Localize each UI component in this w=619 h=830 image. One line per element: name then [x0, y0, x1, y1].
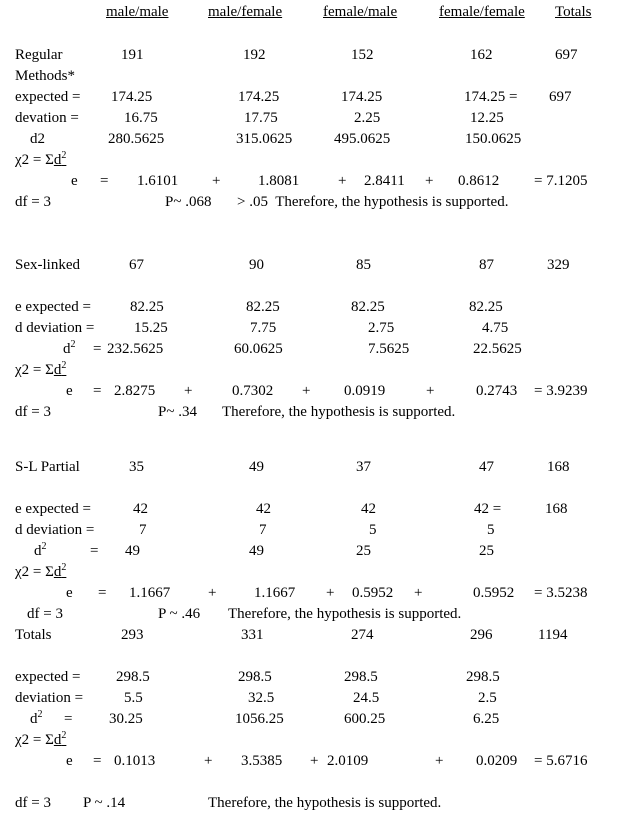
- regular-e-eq: =: [100, 173, 109, 189]
- slpartial-deviation: 5: [369, 522, 377, 538]
- slpartial-expected-label: e expected =: [15, 501, 91, 517]
- regular-label: Regular: [15, 47, 63, 63]
- regular-expected: 174.25: [238, 89, 280, 105]
- regular-conclusion: > .05 Therefore, the hypothesis is supported.: [237, 194, 509, 210]
- sexlinked-expected: 82.25: [246, 299, 280, 315]
- sexlinked-deviation: 2.75: [368, 320, 395, 336]
- sexlinked-e-value: 0.2743: [476, 383, 518, 399]
- slpartial-expected-total: 168: [545, 501, 568, 517]
- regular-obs: 191: [121, 47, 144, 63]
- regular-deviation: 17.75: [244, 110, 278, 126]
- header-male-male: male/male: [106, 4, 169, 20]
- slpartial-e-value: 1.1667: [254, 585, 296, 601]
- sexlinked-df: df = 3: [15, 404, 51, 420]
- regular-expected-label: expected =: [15, 89, 81, 105]
- sexlinked-obs: 87: [479, 257, 494, 273]
- sexlinked-plus: +: [302, 383, 311, 399]
- slpartial-d2: 25: [356, 543, 371, 559]
- slpartial-obs: 47: [479, 459, 494, 475]
- regular-deviation: 16.75: [124, 110, 158, 126]
- header-male-female: male/female: [208, 4, 283, 20]
- regular-expected-total: 697: [549, 89, 572, 105]
- totals-obs: 274: [351, 627, 374, 643]
- regular-obs: 152: [351, 47, 374, 63]
- sexlinked-conclusion: Therefore, the hypothesis is supported.: [222, 404, 456, 420]
- regular-expected: 174.25: [341, 89, 383, 105]
- totals-deviation: 5.5: [124, 690, 143, 706]
- slpartial-chi-formula: $\chi 2 = \Sigma d^2$: [15, 562, 67, 580]
- sexlinked-d2: 60.0625: [234, 341, 283, 357]
- slpartial-expected: 42: [133, 501, 148, 517]
- regular-e-total: = 7.1205: [534, 173, 588, 189]
- slpartial-d2-label: $d^2$: [34, 541, 47, 559]
- totals-e-eq: =: [93, 753, 102, 769]
- sexlinked-deviation: 15.25: [134, 320, 168, 336]
- regular-obs-total: 697: [555, 47, 578, 63]
- totals-e-value: 0.0209: [476, 753, 518, 769]
- slpartial-p-value: P ~ .46: [158, 606, 201, 622]
- regular-obs: 162: [470, 47, 493, 63]
- slpartial-plus: +: [208, 585, 217, 601]
- sexlinked-d2: 232.5625: [107, 341, 164, 357]
- totals-deviation: 24.5: [353, 690, 380, 706]
- totals-e-total: = 5.6716: [534, 753, 588, 769]
- slpartial-obs-total: 168: [547, 459, 570, 475]
- slpartial-e-eq: =: [98, 585, 107, 601]
- sexlinked-deviation: 4.75: [482, 320, 509, 336]
- totals-plus: +: [435, 753, 444, 769]
- regular-d2-label: d2: [30, 131, 45, 147]
- totals-e-value: 2.0109: [327, 753, 369, 769]
- totals-obs-total: 1194: [538, 627, 568, 643]
- sexlinked-deviation-label: d deviation =: [15, 320, 95, 336]
- regular-deviation: 2.25: [354, 110, 381, 126]
- sexlinked-d2: 22.5625: [473, 341, 522, 357]
- totals-expected: 298.5: [238, 669, 272, 685]
- slpartial-df: df = 3: [27, 606, 63, 622]
- sexlinked-plus: +: [184, 383, 193, 399]
- slpartial-deviation-label: d deviation =: [15, 522, 95, 538]
- sexlinked-obs: 85: [356, 257, 371, 273]
- totals-plus: +: [310, 753, 319, 769]
- slpartial-d2: 49: [249, 543, 264, 559]
- slpartial-d2: 25: [479, 543, 494, 559]
- sexlinked-e-value: 0.7302: [232, 383, 274, 399]
- totals-conclusion: Therefore, the hypothesis is supported.: [208, 795, 442, 811]
- totals-deviation: 32.5: [248, 690, 275, 706]
- totals-e-label: e: [66, 753, 73, 769]
- sexlinked-obs-total: 329: [547, 257, 570, 273]
- regular-d2: 495.0625: [334, 131, 391, 147]
- slpartial-obs: 35: [129, 459, 144, 475]
- sexlinked-deviation: 7.75: [250, 320, 277, 336]
- totals-e-value: 3.5385: [241, 753, 283, 769]
- slpartial-d2-eq: =: [90, 543, 99, 559]
- totals-plus: +: [204, 753, 213, 769]
- totals-deviation-label: deviation =: [15, 690, 84, 706]
- regular-e-value: 2.8411: [364, 173, 405, 189]
- sexlinked-chi-formula: $\chi 2 = \Sigma d^2$: [15, 360, 67, 378]
- slpartial-deviation: 5: [487, 522, 495, 538]
- regular-e-label: e: [71, 173, 78, 189]
- totals-obs: 296: [470, 627, 493, 643]
- slpartial-e-label: e: [66, 585, 73, 601]
- totals-d2: 30.25: [109, 711, 143, 727]
- header-totals: Totals: [555, 4, 592, 20]
- slpartial-label: S-L Partial: [15, 459, 80, 475]
- sexlinked-expected: 82.25: [351, 299, 385, 315]
- totals-d2: 6.25: [473, 711, 500, 727]
- slpartial-deviation: 7: [139, 522, 147, 538]
- regular-d2: 315.0625: [236, 131, 293, 147]
- sexlinked-e-eq: =: [93, 383, 102, 399]
- sexlinked-p-value: P~ .34: [158, 404, 197, 420]
- regular-e-value: 1.8081: [258, 173, 300, 189]
- slpartial-obs: 49: [249, 459, 264, 475]
- slpartial-deviation: 7: [259, 522, 267, 538]
- regular-d2: 280.5625: [108, 131, 165, 147]
- slpartial-plus: +: [326, 585, 335, 601]
- slpartial-e-total: = 3.5238: [534, 585, 588, 601]
- header-female-male: female/male: [323, 4, 398, 20]
- slpartial-e-value: 0.5952: [473, 585, 515, 601]
- slpartial-e-value: 1.1667: [129, 585, 171, 601]
- sexlinked-expected: 82.25: [469, 299, 503, 315]
- totals-obs: 331: [241, 627, 264, 643]
- sexlinked-d2: 7.5625: [368, 341, 410, 357]
- sexlinked-obs: 90: [249, 257, 264, 273]
- regular-plus: +: [425, 173, 434, 189]
- sexlinked-obs: 67: [129, 257, 144, 273]
- totals-d2-label: $d^2$: [30, 709, 43, 727]
- totals-expected-label: expected =: [15, 669, 81, 685]
- sexlinked-d2-label: $d^2$: [63, 339, 76, 357]
- sexlinked-e-label: e: [66, 383, 73, 399]
- regular-expected: 174.25 =: [464, 89, 518, 105]
- slpartial-e-value: 0.5952: [352, 585, 394, 601]
- regular-label-line2: Methods*: [15, 68, 75, 84]
- totals-label: Totals: [15, 627, 52, 643]
- totals-deviation: 2.5: [478, 690, 497, 706]
- regular-plus: +: [338, 173, 347, 189]
- sexlinked-plus: +: [426, 383, 435, 399]
- slpartial-obs: 37: [356, 459, 371, 475]
- sexlinked-label: Sex-linked: [15, 257, 80, 273]
- sexlinked-e-total: = 3.9239: [534, 383, 588, 399]
- header-female-female: female/female: [439, 4, 525, 20]
- regular-d2: 150.0625: [465, 131, 522, 147]
- totals-d2: 1056.25: [235, 711, 284, 727]
- sexlinked-e-value: 0.0919: [344, 383, 386, 399]
- slpartial-expected: 42: [361, 501, 376, 517]
- sexlinked-d2-eq: =: [93, 341, 102, 357]
- totals-d2-eq: =: [64, 711, 73, 727]
- slpartial-expected: 42: [256, 501, 271, 517]
- regular-e-value: 1.6101: [137, 173, 179, 189]
- totals-df: df = 3: [15, 795, 51, 811]
- totals-chi-formula: $\chi 2 = \Sigma d^2$: [15, 730, 67, 748]
- regular-obs: 192: [243, 47, 266, 63]
- totals-expected: 298.5: [116, 669, 150, 685]
- regular-deviation-label: devation =: [15, 110, 79, 126]
- totals-d2: 600.25: [344, 711, 386, 727]
- regular-chi-formula: $\chi 2 = \Sigma d^2$: [15, 150, 67, 168]
- slpartial-d2: 49: [125, 543, 140, 559]
- slpartial-plus: +: [414, 585, 423, 601]
- regular-deviation: 12.25: [470, 110, 504, 126]
- totals-e-value: 0.1013: [114, 753, 156, 769]
- sexlinked-expected-label: e expected =: [15, 299, 91, 315]
- regular-e-value: 0.8612: [458, 173, 500, 189]
- totals-obs: 293: [121, 627, 144, 643]
- sexlinked-e-value: 2.8275: [114, 383, 156, 399]
- regular-plus: +: [212, 173, 221, 189]
- slpartial-conclusion: Therefore, the hypothesis is supported.: [228, 606, 462, 622]
- totals-p-value: P ~ .14: [83, 795, 126, 811]
- regular-df: df = 3: [15, 194, 51, 210]
- totals-expected: 298.5: [344, 669, 378, 685]
- sexlinked-expected: 82.25: [130, 299, 164, 315]
- slpartial-expected: 42 =: [474, 501, 502, 517]
- regular-p-value: P~ .068: [165, 194, 212, 210]
- regular-expected: 174.25: [111, 89, 153, 105]
- totals-expected: 298.5: [466, 669, 500, 685]
